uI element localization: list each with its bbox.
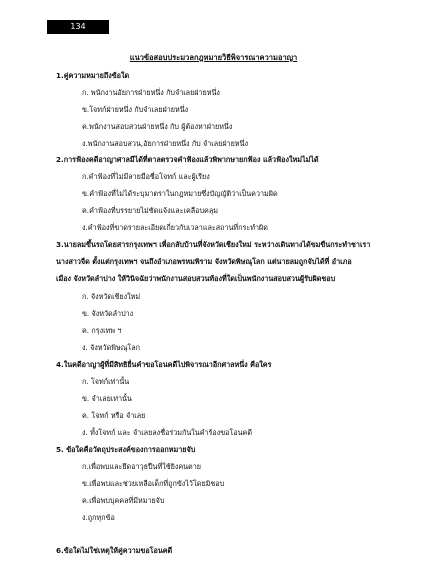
question-3-option-b: ข. จังหวัดลำปาง <box>82 309 134 318</box>
question-4-option-c: ค. โจทก์ หรือ จำเลย <box>82 411 146 420</box>
question-1-option-c: ค.พนักงานสอบสวนฝ่ายหนึ่ง กับ ผู้ต้องหาฝ่ายหนึ่ง <box>82 122 233 131</box>
question-1-option-b: ข.โจทก์ฝ่ายหนึ่ง กับจำเลยฝ่ายหนึ่ง <box>82 105 189 114</box>
question-2-option-d: ง.คำฟ้องที่ขาดรายละเอียดเกี่ยวกับเวลาและสถานที่กระทำผิด <box>82 223 268 232</box>
question-3-stem-line-3: เมือง จังหวัดลำปาง ให้วินิจฉัยว่าพนักงานสอบสวนท้องที่ใดเป็นพนักงานสอบสวนผู้รับผิดชอบ <box>56 274 336 283</box>
question-2-option-c: ค.คำฟ้องที่บรรยายไม่ชัดแจ้งและเคลือบคลุม <box>82 206 218 215</box>
question-3-option-a: ก. จังหวัดเชียงใหม่ <box>82 292 141 301</box>
question-4-option-d: ง. ทั้งโจทก์ และ จำเลยลงชื่อร่วมกันในคำร้องขอโอนคดี <box>82 428 253 437</box>
question-2-option-b: ข.คำฟ้องที่ไม่ได้ระบุมาตราในกฎหมายซึ่งบัญญัติว่าเป็นความผิด <box>82 189 278 198</box>
question-5-option-a: ก.เพื่อพบและยึดอาวุธปืนที่ใช้ยิงคนตาย <box>82 462 201 471</box>
question-1-option-a: ก. พนักงานอัยการฝ่ายหนึ่ง กับจำเลยฝ่ายหนึ่ง <box>82 88 220 97</box>
question-1-stem: 1.คู่ความหมายถึงข้อใด <box>56 71 130 80</box>
question-3-stem-line-2: นางสาวจืด ตั้งแต่กรุงเทพฯ จนถึงอำเภอพรหมพิราม จังหวัดพิษณุโลก แต่นายลมถูกจับได้ที่ อำเภอ <box>56 257 352 266</box>
question-1-option-d: ง.พนักงานสอบสวน,อัยการฝ่ายหนึ่ง กับ จำเลยฝ่ายหนึ่ง <box>82 139 248 148</box>
question-6-stem: 6.ข้อใดไม่ใช่เหตุให้คู่ความขอโอนคดี <box>56 546 173 555</box>
question-4-option-b: ข. จำเลยเท่านั้น <box>82 394 132 403</box>
question-4-option-a: ก. โจทก์เท่านั้น <box>82 377 130 386</box>
question-2-option-a: ก.คำฟ้องที่ไม่มีลายมือชื่อโจทก์ และผู้เรียง <box>82 172 210 181</box>
question-4-stem: 4.ในคดีอาญาผู้ที่มีสิทธิยื่นคำขอโอนคดีไปพิจารณาอีกศาลหนึ่ง คือใคร <box>56 360 272 369</box>
page-number-badge: 134 <box>47 20 109 34</box>
question-5-option-d: ง.ถูกทุกข้อ <box>82 513 115 522</box>
question-3-option-c: ค. กรุงเทพ ฯ <box>82 326 122 335</box>
question-5-option-b: ข.เพื่อพบและช่วยเหลือเด็กที่ถูกขังไว้โดยมิชอบ <box>82 479 225 488</box>
question-5-option-c: ค.เพื่อพบบุคคลที่มีหมายจับ <box>82 496 165 505</box>
question-3-option-d: ง. จังหวัดพิษณุโลก <box>82 343 141 352</box>
question-5-stem: 5. ข้อใดคือวัตถุประสงค์ของการออกหมายจับ <box>56 445 196 454</box>
question-3-stem-line-1: 3.นายลมขึ้นรถโดยสารกรุงเทพฯ เพื่อกลับบ้านที่จังหวัดเชียงใหม่ ระหว่างเดินทางได้ขมขืนกระทำชาเรา <box>56 240 371 249</box>
question-2-stem: 2.การฟ้องคดีอาญาศาลมีได้ที่ตาลตรวจคำฟ้องแล้วพิพากษายกฟ้อง แล้วฟ้องใหม่ไม่ได้ <box>56 155 319 164</box>
document-title: แนวข้อสอบประมวลกฎหมายวิธีพิจารณาความอาญา <box>129 53 298 62</box>
